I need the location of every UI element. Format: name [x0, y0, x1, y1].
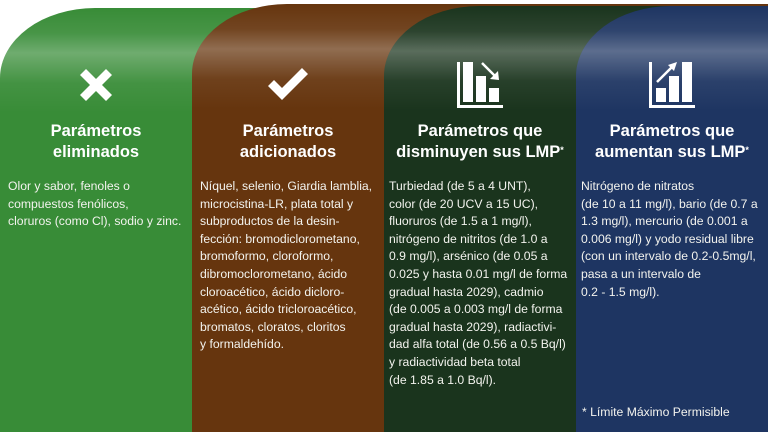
body-line: y formaldehído.	[200, 337, 285, 352]
title-line: Parámetros que	[609, 122, 735, 140]
body-line: acético, ácido tricloroacético,	[200, 302, 357, 317]
body-line: bromatos, cloratos, cloritos	[200, 319, 346, 334]
body-line: Turbiedad (de 5 a 4 UNT),	[389, 179, 531, 193]
column-title	[576, 121, 768, 163]
check-mark-icon	[192, 60, 384, 110]
column-body	[200, 178, 384, 354]
title-line: adicionados	[239, 143, 337, 161]
chart-increase-icon	[576, 60, 768, 110]
body-line: Nitrógeno de nitratos	[581, 179, 695, 193]
column-parametros-aumentan	[576, 0, 768, 432]
body-line: Níquel, selenio, Giardia lamblia,	[200, 179, 373, 193]
body-line: cloruros (como Cl), sodio y zinc.	[8, 214, 182, 229]
body-line: (con un intervalo de 0.2-0.5mg/l,	[581, 249, 756, 264]
body-line: (de 1.85 a 1.0 Bq/l).	[389, 372, 497, 387]
body-line: cloroacético, ácido dicloro-	[200, 284, 345, 299]
body-line: dad alfa total (de 0.56 a 0.5 Bq/l)	[389, 337, 566, 352]
body-line: fección: bromodiclorometano,	[200, 231, 360, 246]
title-line: aumentan sus LMP	[595, 143, 746, 161]
chart-decrease-icon	[384, 60, 576, 110]
asterisk: *	[560, 145, 564, 155]
body-line: 0.025 y hasta 0.01 mg/l de forma	[389, 266, 568, 281]
body-line: subproductos de la desin-	[200, 214, 340, 229]
footnote: * Límite Máximo Permisible	[582, 405, 730, 419]
body-line: Olor y sabor, fenoles o	[8, 179, 130, 193]
column-body	[389, 178, 573, 389]
column-body	[581, 178, 765, 301]
column-parametros-adicionados	[192, 0, 384, 432]
title-line: Parámetros	[242, 122, 334, 140]
x-mark-icon	[0, 60, 192, 110]
body-line: microcistina-LR, plata total y	[200, 196, 354, 211]
column-parametros-eliminados	[0, 0, 192, 432]
column-body	[8, 178, 192, 231]
body-line: (de 10 a 11 mg/l), bario (de 0.7 a	[581, 196, 758, 211]
column-title	[384, 121, 576, 163]
column-title	[0, 121, 192, 163]
title-line: disminuyen sus LMP	[396, 143, 561, 161]
column-title	[192, 121, 384, 163]
body-line: pasa a un intervalo de	[581, 266, 701, 281]
asterisk: *	[745, 145, 749, 155]
body-line: color (de 20 UCV a 15 UC),	[389, 196, 539, 211]
body-line: 0.9 mg/l), arsénico (de 0.05 a	[389, 249, 548, 264]
body-line: gradual hasta 2029), radiactivi-	[389, 319, 557, 334]
title-line: eliminados	[52, 143, 140, 161]
body-line: 0.2 - 1.5 mg/l).	[581, 284, 660, 299]
body-line: gradual hasta 2029), cadmio	[389, 284, 544, 299]
body-line: (de 0.005 a 0.003 mg/l de forma	[389, 302, 563, 317]
body-line: fluoruros (de 1.5 a 1 mg/l),	[389, 214, 532, 229]
body-line: y radiactividad beta total	[389, 354, 521, 369]
body-line: dibromoclorometano, ácido	[200, 266, 348, 281]
column-parametros-disminuyen	[384, 0, 576, 432]
body-line: 1.3 mg/l), mercurio (de 0.001 a	[581, 214, 748, 229]
body-line: bromoformo, cloroformo,	[200, 249, 334, 264]
body-line: nitrógeno de nitritos (de 1.0 a	[389, 231, 548, 246]
title-line: Parámetros	[50, 122, 142, 140]
body-line: 0.006 mg/l) y yodo residual libre	[581, 231, 754, 246]
body-line: compuestos fenólicos,	[8, 196, 129, 211]
title-line: Parámetros que	[417, 122, 543, 140]
